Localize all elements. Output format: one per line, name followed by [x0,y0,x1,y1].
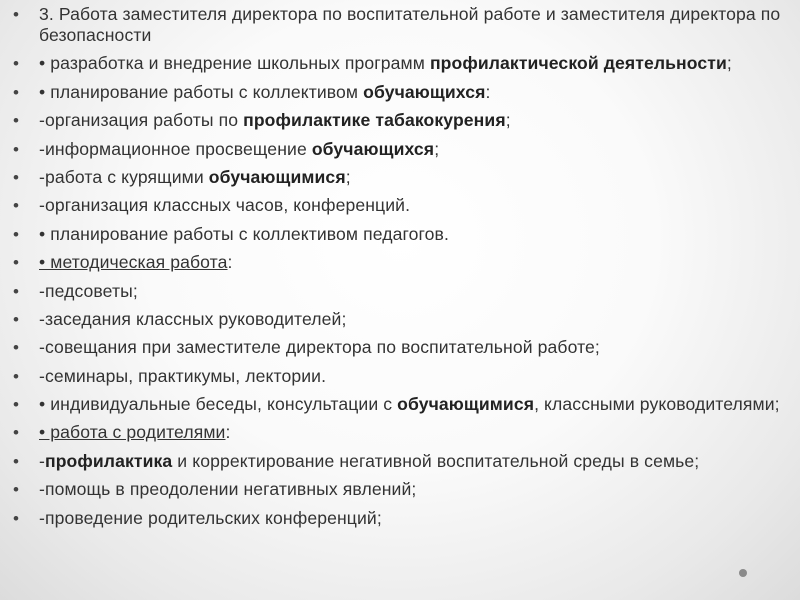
list-item [0,82,800,103]
bullet-icon: • [13,338,20,358]
bold-text: профилактической деятельности [429,53,727,74]
bullet-icon: • [13,281,20,301]
item-text: и корректирование негативной воспитательной среды в семье; [172,450,700,471]
bullet-icon: • [13,366,20,386]
bullet-icon: • [13,253,20,273]
item-text: ; [434,138,440,159]
item-text: - [39,450,45,471]
underlined-text: • методическая работа [39,252,228,273]
item-text: • индивидуальные беседы, консультации с [39,394,398,415]
item-text: -информационное просвещение [39,138,312,159]
bullet-icon: • [13,309,20,329]
list-item [0,394,800,415]
list-item [0,224,800,245]
bold-text: профилактике табакокурения [243,110,506,131]
list-item [0,309,800,330]
list-item [0,110,800,131]
item-text: • планирование работы с коллективом [39,81,364,102]
bullet-icon: • [13,224,20,244]
list-item [0,195,800,216]
item-text: -педсоветы; [39,280,138,301]
bold-text: профилактика [44,450,173,471]
item-text: ; [505,110,511,131]
item-text: -помощь в преодолении негативных явлений; [39,479,417,500]
bullet-icon: • [13,82,20,102]
item-text: ; [345,166,351,187]
underlined-text: • работа с родителями [39,422,226,443]
bullet-icon: • [13,5,20,24]
list-item [0,366,800,387]
bold-text: обучающихся [363,81,486,102]
bullet-icon: • [13,111,20,131]
bold-text: обучающимися [397,394,535,415]
bullet-icon: • [13,480,20,500]
item-text: 3. Работа заместителя директора по воспитательной работе и заместителя директора по безопасности [39,4,781,45]
bullet-icon: • [13,423,20,443]
item-text: : [485,81,491,102]
bullet-icon: • [13,139,20,159]
bullet-list [0,4,800,536]
list-item [0,422,800,443]
list-item [0,4,800,46]
list-item [0,479,800,500]
item-text: • разработка и внедрение школьных программ [39,53,430,74]
list-item [0,139,800,160]
item-text: : [227,252,233,273]
item-text: -семинары, практикумы, лектории. [39,365,327,386]
list-item [0,451,800,472]
bullet-icon: • [13,508,20,528]
bullet-icon: • [13,395,20,415]
item-text: -организация классных часов, конференций. [39,195,411,216]
list-item [0,337,800,358]
item-text: ; [726,53,732,74]
bold-text: обучающихся [311,138,435,159]
item-text: -работа с курящими [39,166,209,187]
bold-text: обучающимися [208,166,346,187]
item-text: -проведение родительских конференций; [39,507,382,528]
list-item [0,167,800,188]
item-text: , классными руководителями; [534,394,780,415]
list-item [0,53,800,74]
item-text: • планирование работы с коллективом педагогов. [39,223,449,244]
bullet-icon: • [13,167,20,187]
list-item [0,281,800,302]
list-item [0,252,800,273]
slide-marker-dot [739,569,747,577]
item-text: : [225,422,231,443]
item-text: -заседания классных руководителей; [39,308,347,329]
bullet-icon: • [13,196,20,216]
item-text: -совещания при заместителе директора по воспитательной работе; [39,337,600,358]
item-text: -организация работы по [39,110,244,131]
bullet-icon: • [13,54,20,74]
bullet-icon: • [13,451,20,471]
list-item [0,508,800,529]
